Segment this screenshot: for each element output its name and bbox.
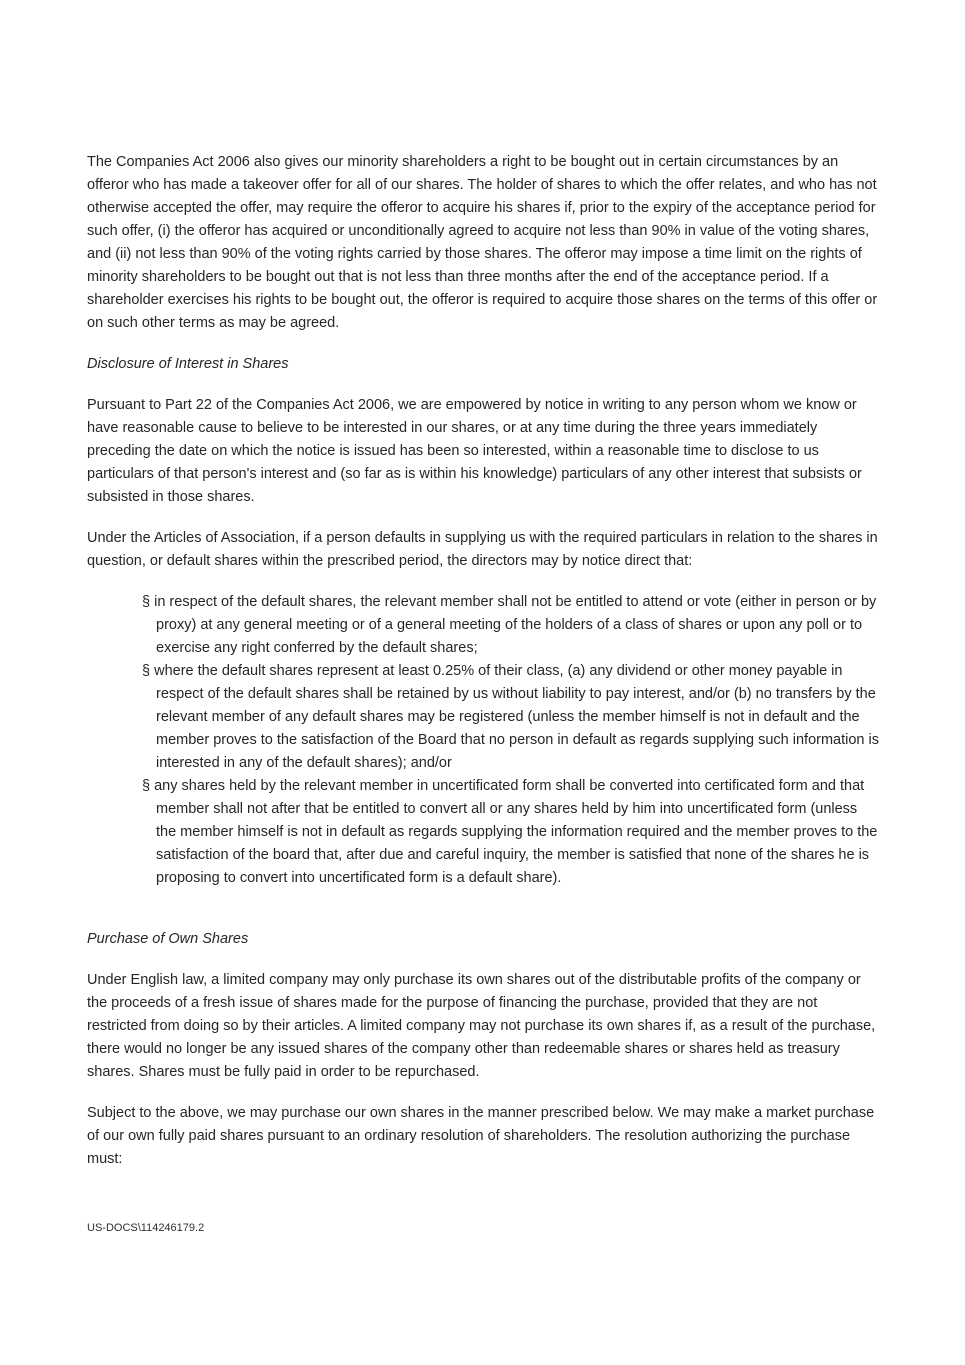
document-id-footer: US-DOCS\114246179.2 <box>87 1222 205 1234</box>
section-heading-purchase-of-own-shares: Purchase of Own Shares <box>87 931 249 947</box>
bullet-item-uncertificated-conversion <box>87 775 880 890</box>
paragraph-part-22-notice: Pursuant to Part 22 of the Companies Act 2006, we are empowered by notice in writing to any person whom we know or have reasonable cause to believe to be interested in our shares, or at any time during the three years immediately preceding the date on which the notice is issued has been so interested, within a reasonable time to disclose to us particulars of that person's interest and (so far as is within his knowledge) particulars of any other interest that subsists or subsisted in those shares. <box>87 397 862 505</box>
section-heading-disclosure-of-interest: Disclosure of Interest in Shares <box>87 356 289 372</box>
section-mark-icon: § <box>142 594 151 610</box>
bullet-item-text: in respect of the default shares, the relevant member shall not be entitled to attend or vote (either in person or by proxy) at any general meeting or of a general meeting of the holders of a class of shares or upon any poll or to exercise any right conferred by the default shares; <box>154 594 877 656</box>
paragraph-market-purchase: Subject to the above, we may purchase our own shares in the manner prescribed below. We may make a market purchase of our own fully paid shares pursuant to an ordinary resolution of shareholders. The resolution authorizing the purchase must: <box>87 1105 875 1167</box>
bullet-list <box>87 591 880 890</box>
bullet-item-dividend-retained <box>87 660 880 775</box>
bullet-item-text: any shares held by the relevant member in uncertificated form shall be converted into certificated form and that member shall not after that be entitled to convert all or any shares held by him into uncertificated form (unless the member himself is not in default as regards supplying the information required and the member proves to the satisfaction of the board that, after due and careful inquiry, the member is satisfied that none of the shares he is proposing to convert into uncertificated form is a default share). <box>154 778 878 886</box>
section-mark-icon: § <box>142 663 151 679</box>
paragraph-buyout-rights: The Companies Act 2006 also gives our minority shareholders a right to be bought out in certain circumstances by an offeror who has made a takeover offer for all of our shares. The holder of shares to which the offer relates, and who has not otherwise accepted the offer, may require the offeror to acquire his shares if, prior to the expiry of the acceptance period for such offer, (i) the offeror has acquired or unconditionally agreed to acquire not less than 90% in value of the voting shares, and (ii) not less than 90% of the voting rights carried by those shares. The offeror may impose a time limit on the rights of minority shareholders to be bought out that is not less than three months after the end of the acceptance period. If a shareholder exercises his rights to be bought out, the offeror is required to acquire those shares on the terms of this offer or on such other terms as may be agreed. <box>87 154 878 331</box>
paragraph-articles-default: Under the Articles of Association, if a person defaults in supplying us with the required particulars in relation to the shares in question, or default shares within the prescribed period, the directors may by notice direct that: <box>87 530 878 569</box>
bullet-item-text: where the default shares represent at least 0.25% of their class, (a) any dividend or other money payable in respect of the default shares shall be retained by us without liability to pay interest, and/or (b) no transfers by the relevant member of any default shares may be registered (unless the member himself is not in default and the member proves to the satisfaction of the Board that no person in default as regards supplying such information is interested in any of the default shares); and/or <box>154 663 879 771</box>
paragraph-english-law-purchase: Under English law, a limited company may only purchase its own shares out of the distributable profits of the company or the proceeds of a fresh issue of shares made for the purpose of financing the purchase, provided that they are not restricted from doing so by their articles. A limited company may not purchase its own shares if, as a result of the purchase, there would no longer be any issued shares of the company other than redeemable shares or shares held as treasury shares. Shares must be fully paid in order to be repurchased. <box>87 972 876 1080</box>
bullet-item-attend-vote <box>87 591 880 660</box>
document-body <box>87 151 880 1189</box>
section-mark-icon: § <box>142 778 151 794</box>
